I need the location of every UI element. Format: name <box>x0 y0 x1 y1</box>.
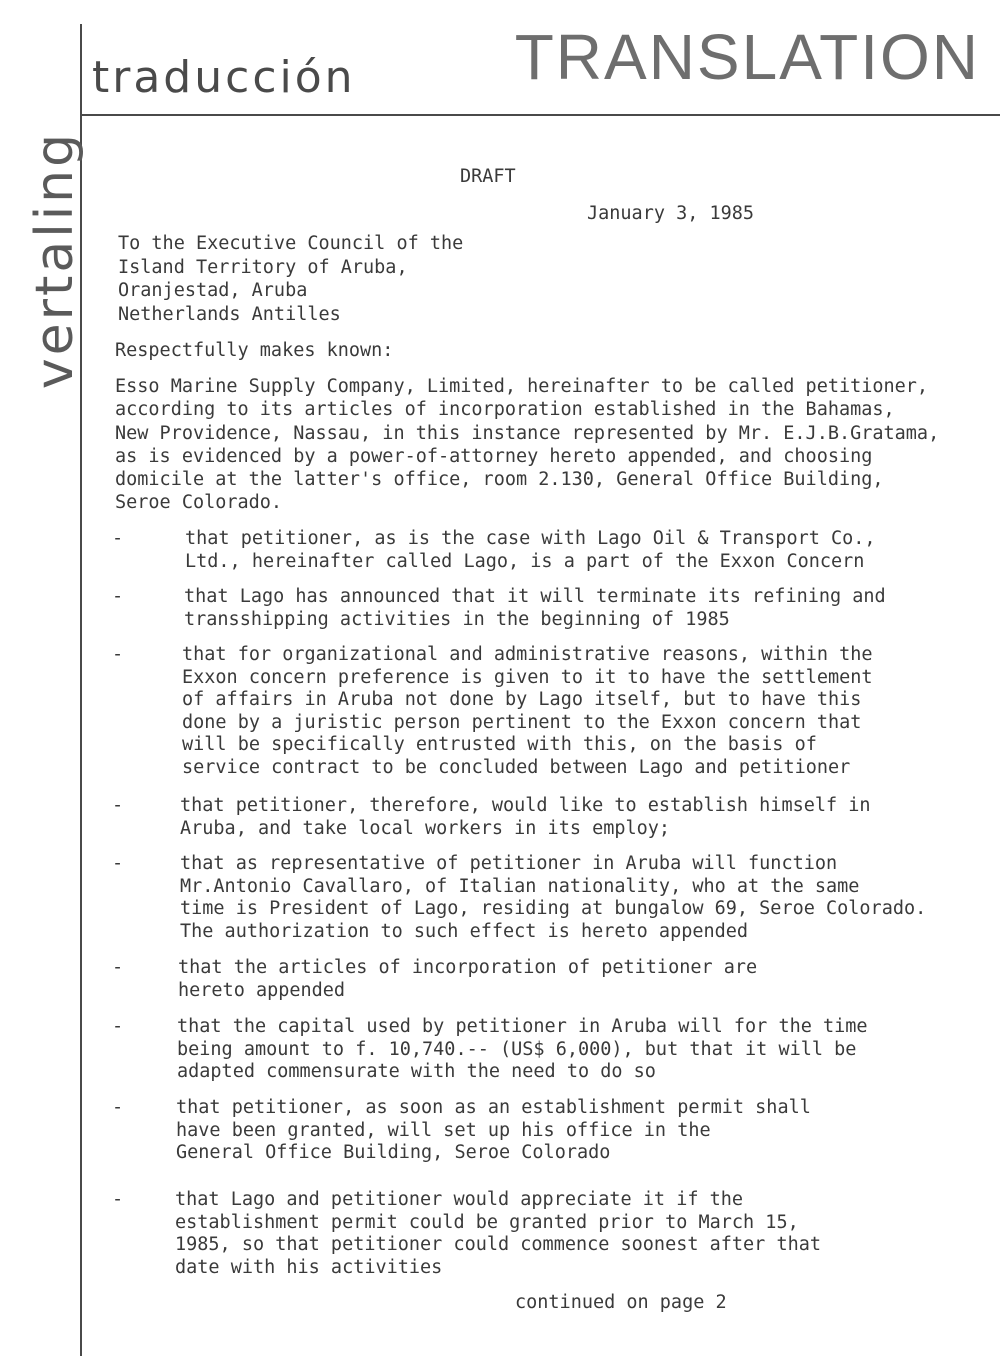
list-item-text <box>180 853 926 943</box>
list-item-line: Ltd., hereinafter called Lago, is a part of the Exxon Concern <box>185 550 865 572</box>
list-item-line: date with his activities <box>175 1256 443 1278</box>
list-item-line: of affairs in Aruba not done by Lago itself, but to have this <box>182 689 862 710</box>
list-dash: - <box>112 1097 124 1118</box>
list-item-text <box>178 957 757 1002</box>
intro-line: according to its articles of incorporation established in the Bahamas, <box>115 399 895 421</box>
list-item-line: will be specifically entrusted with this, on the basis of <box>182 734 817 755</box>
letter-date: January 3, 1985 <box>587 203 755 224</box>
list-item-text <box>185 528 876 573</box>
address-line: Oranjestad, Aruba <box>118 280 308 301</box>
list-item-text <box>176 1097 811 1165</box>
list-item-line: The authorization to such effect is hereto appended <box>180 920 749 942</box>
intro-line: Esso Marine Supply Company, Limited, hereinafter to be called petitioner, <box>115 376 929 397</box>
list-item-text <box>177 1016 868 1084</box>
list-item-line: that Lago and petitioner would appreciate it if the <box>175 1189 744 1210</box>
list-item-line: Exxon concern preference is given to it to have the settlement <box>182 666 873 688</box>
list-dash: - <box>112 957 124 978</box>
address-line: Island Territory of Aruba, <box>118 256 408 278</box>
list-item-line: adapted commensurate with the need to do so <box>177 1061 656 1082</box>
letterhead-dutch-word-box <box>25 130 86 390</box>
letterhead-dutch-word: vertaling <box>25 130 86 390</box>
list-item-text <box>180 795 871 840</box>
list-item-line: 1985, so that petitioner could commence soonest after that <box>175 1234 822 1255</box>
list-item-line: that the articles of incorporation of petitioner are <box>178 957 758 978</box>
intro-line: Seroe Colorado. <box>115 492 283 514</box>
list-item-line: that petitioner, as soon as an establishment permit shall <box>176 1097 811 1118</box>
list-item-line: transshipping activities in the beginning of 1985 <box>184 608 730 630</box>
list-item-line: establishment permit could be granted prior to March 15, <box>175 1211 799 1233</box>
list-item-line: General Office Building, Seroe Colorado <box>176 1142 611 1163</box>
list-item-line: time is President of Lago, residing at bungalow 69, Seroe Colorado. <box>180 898 927 919</box>
list-dash: - <box>112 586 124 607</box>
intro-line: domicile at the latter's office, room 2.130, General Office Building, <box>115 469 884 491</box>
list-dash: - <box>112 1189 124 1210</box>
list-dash: - <box>112 1016 124 1037</box>
address-line: To the Executive Council of the <box>118 233 464 254</box>
intro-paragraph <box>115 376 939 516</box>
list-item-line: that the capital used by petitioner in Aruba will for the time <box>177 1016 868 1037</box>
letterhead-spanish-word: traducción <box>92 52 356 103</box>
list-item-line: that petitioner, therefore, would like to establish himself in <box>180 795 871 816</box>
list-item-line: done by a juristic person pertinent to the Exxon concern that <box>182 711 862 733</box>
address-line: Netherlands Antilles <box>118 303 341 325</box>
continued-note: continued on page 2 <box>515 1292 727 1313</box>
letterhead-horizontal-rule <box>80 114 1000 116</box>
recipient-address <box>118 233 463 327</box>
list-item-line: being amount to f. 10,740.-- (US$ 6,000), but that it will be <box>177 1038 857 1060</box>
list-dash: - <box>112 853 124 874</box>
list-item-line: Aruba, and take local workers in its employ; <box>180 817 671 839</box>
list-item-line: that as representative of petitioner in Aruba will function <box>180 853 838 874</box>
list-dash: - <box>112 644 124 665</box>
list-item-line: hereto appended <box>178 979 346 1001</box>
list-dash: - <box>112 528 124 549</box>
list-item-text <box>184 586 886 631</box>
draft-label: DRAFT <box>460 166 516 187</box>
intro-line: as is evidenced by a power-of-attorney hereto appended, and choosing <box>115 445 873 467</box>
list-item-text <box>182 644 873 779</box>
list-item-text <box>175 1189 821 1279</box>
list-dash: - <box>112 795 124 816</box>
list-item-line: service contract to be concluded between Lago and petitioner <box>182 756 851 778</box>
list-item-line: have been granted, will set up his office in the <box>176 1119 711 1141</box>
salutation: Respectfully makes known: <box>115 340 394 361</box>
list-item-line: that for organizational and administrative reasons, within the <box>182 644 873 665</box>
list-item-line: that Lago has announced that it will terminate its refining and <box>184 586 886 607</box>
list-item-line: that petitioner, as is the case with Lago Oil & Transport Co., <box>185 528 876 549</box>
intro-line: New Providence, Nassau, in this instance represented by Mr. E.J.B.Gratama, <box>115 422 940 444</box>
letterhead-english-word: TRANSLATION <box>514 21 980 93</box>
list-item-line: Mr.Antonio Cavallaro, of Italian nationality, who at the same <box>180 875 860 897</box>
